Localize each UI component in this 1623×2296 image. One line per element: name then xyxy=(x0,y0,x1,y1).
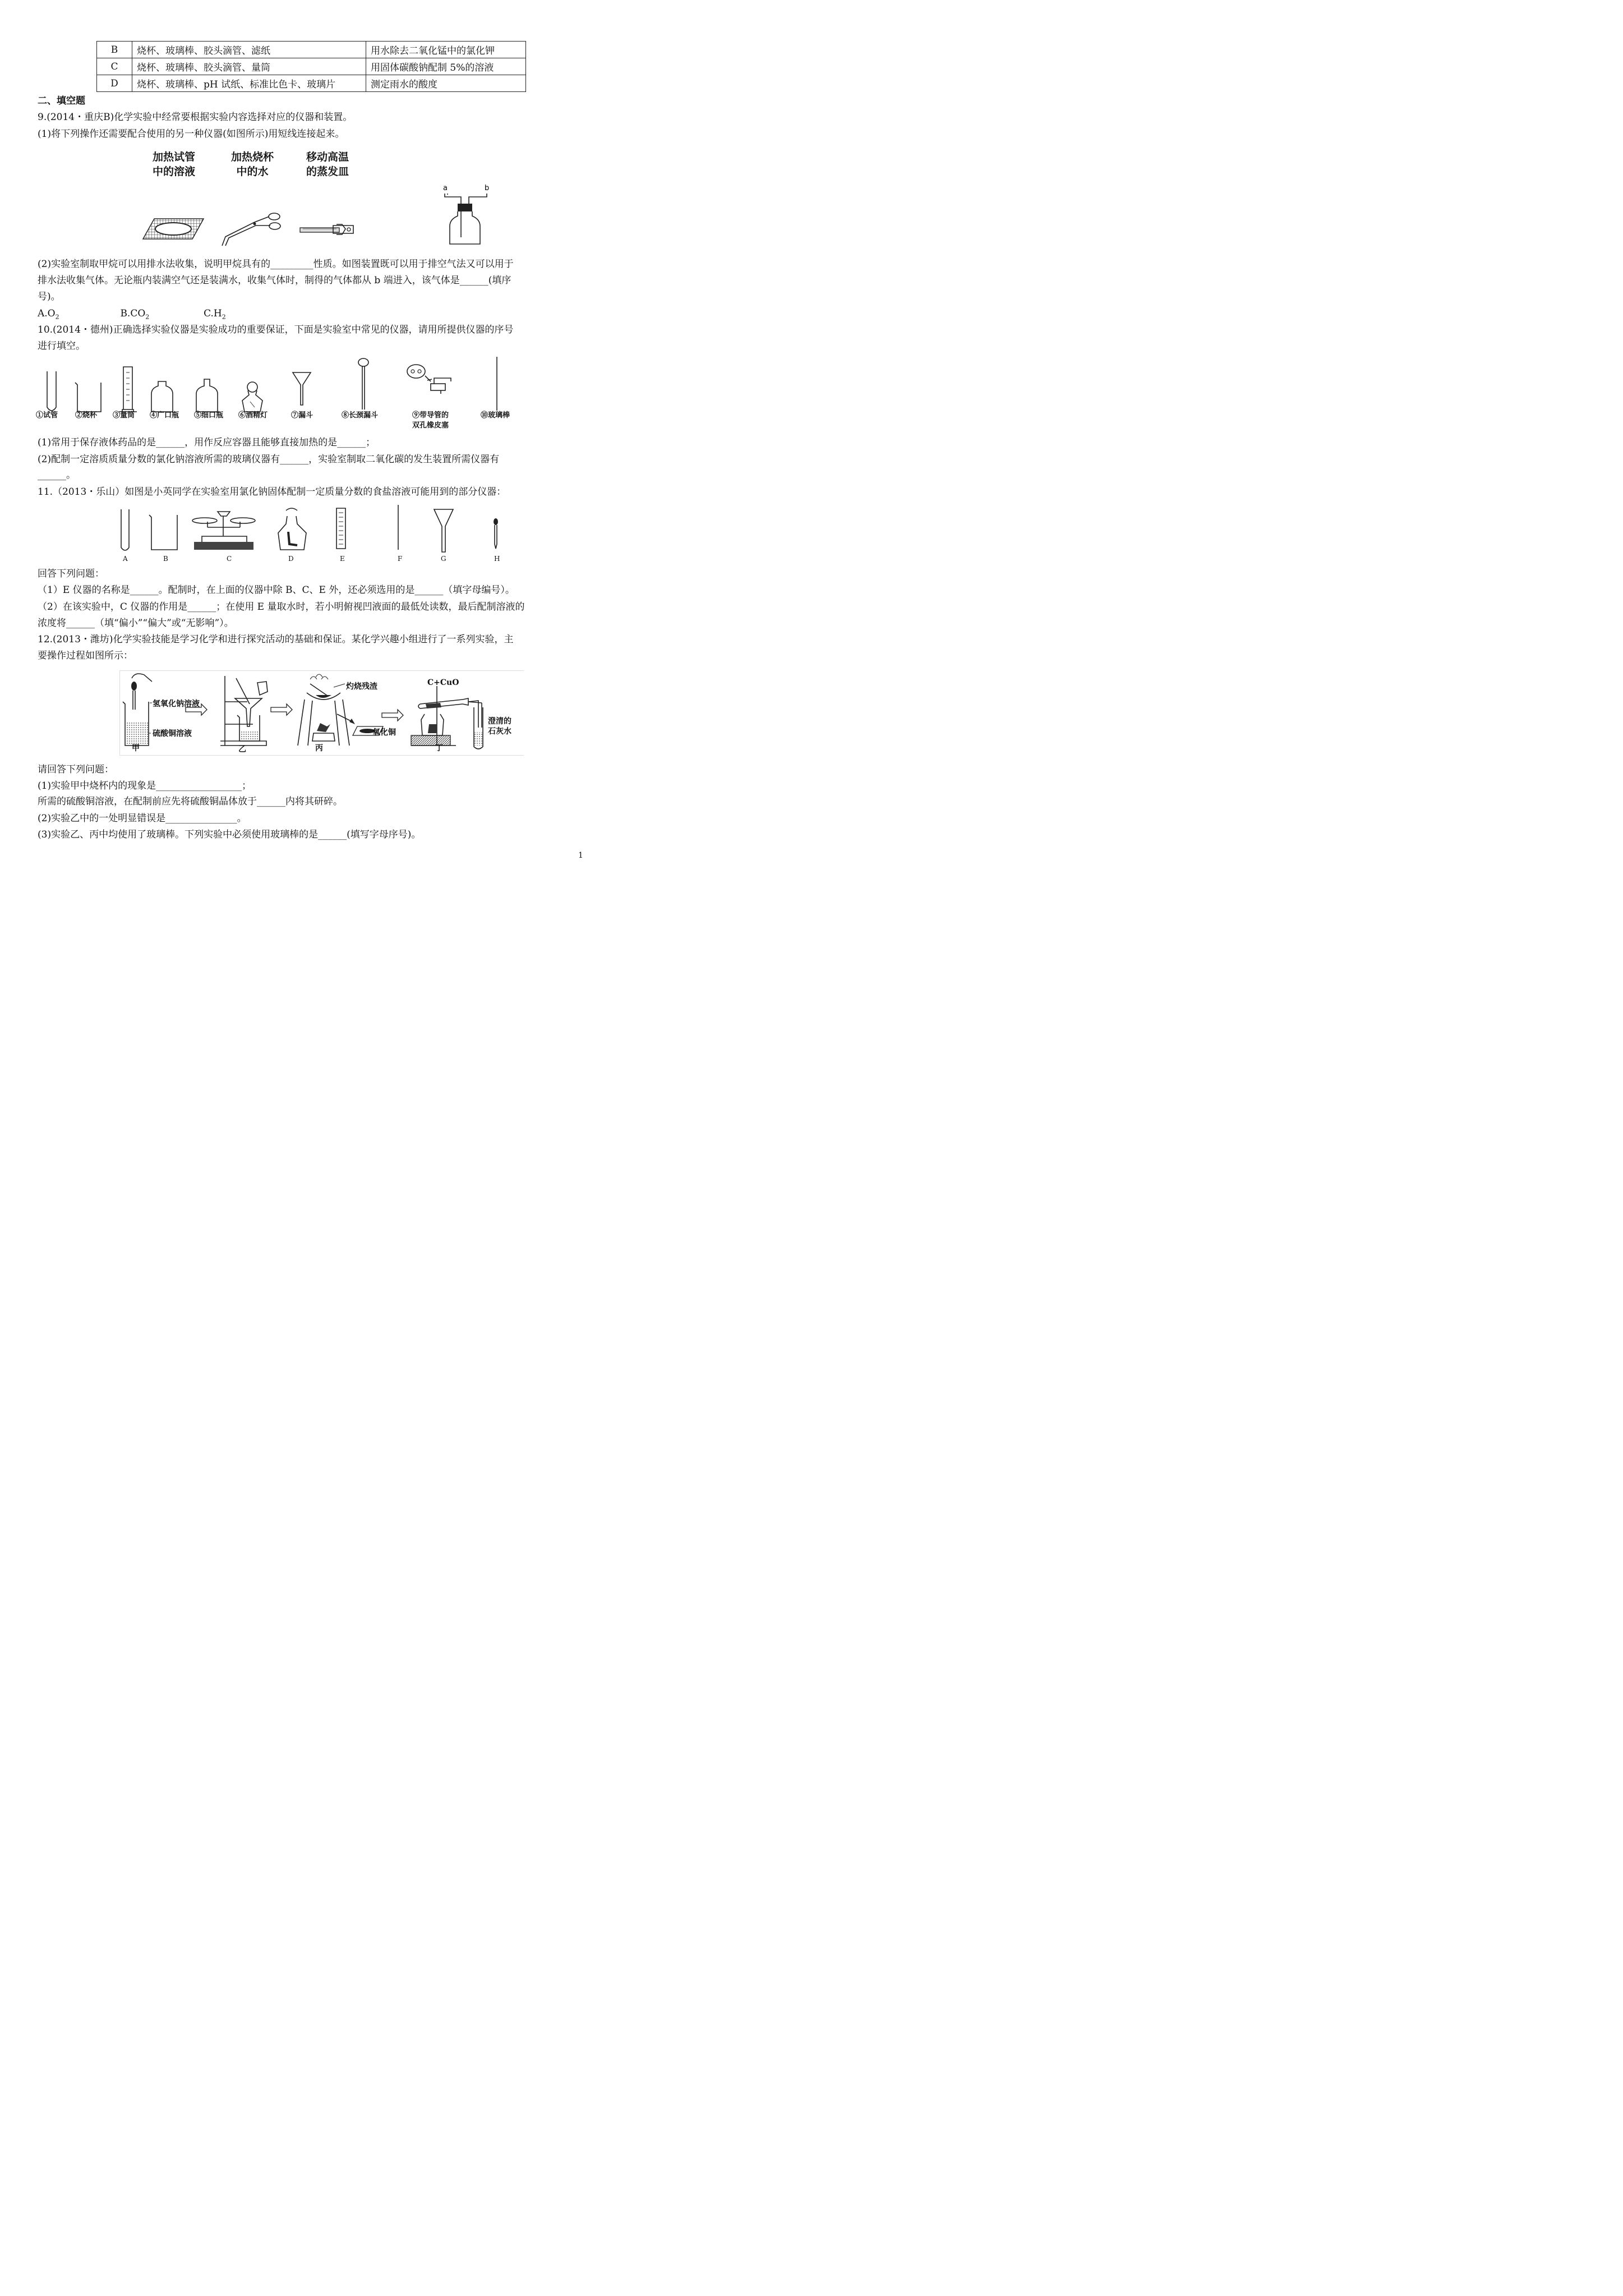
q9-choices xyxy=(38,306,226,324)
option-apparatus: 烧杯、玻璃棒、pH 试纸、标准比色卡、玻璃片 xyxy=(132,75,366,92)
op-line: 加热试管 xyxy=(152,151,195,163)
q9-part2-line1: (2)实验室制取甲烷可以用排水法收集，说明甲烷具有的_________性质。如图装置既可以用于排空气法又可以用于 xyxy=(38,259,514,270)
label-cuo: 氧化铜 xyxy=(372,728,396,737)
options-table xyxy=(96,41,526,92)
beaker-dropper-icon xyxy=(123,674,152,746)
test-tube-holder-icon xyxy=(299,223,356,236)
crucible-tongs-icon xyxy=(220,212,283,247)
label-yi: 乙 xyxy=(238,745,246,754)
label-ding: 丁 xyxy=(435,744,443,753)
caption-alcohol-lamp: ⑥酒精灯 xyxy=(238,411,268,420)
label-h: H xyxy=(494,555,500,563)
choice-b: $B.CO_2$ xyxy=(120,308,150,321)
q9-op-heat-beaker xyxy=(225,150,279,179)
q9-part2-line3: 号)。 xyxy=(38,291,61,302)
label-residue: 灼烧残渣 xyxy=(346,682,377,691)
filtration-stand-icon xyxy=(220,676,268,746)
graduated-cylinder-icon xyxy=(119,367,137,412)
label-f: F xyxy=(398,555,403,563)
q12-q3: (3)实验乙、丙中均使用了玻璃棒。下列实验中必须使用玻璃棒的是______(填写字母序号)。 xyxy=(38,829,421,840)
q11-q2-line2: 浓度将______（填“偏小”“偏大”或“无影响”）。 xyxy=(38,618,234,629)
label-b: B xyxy=(163,555,168,563)
q9-part1: (1)将下列操作还需要配合使用的另一种仪器(如图所示)用短线连接起来。 xyxy=(38,128,345,140)
label-c: C xyxy=(227,555,232,563)
beaker-icon xyxy=(75,383,101,412)
option-letter: B xyxy=(97,42,132,58)
option-letter: D xyxy=(97,75,132,92)
funnel-icon xyxy=(293,372,311,405)
reduction-apparatus-icon xyxy=(411,686,483,749)
label-limewater-2: 石灰水 xyxy=(488,727,511,736)
table-row xyxy=(97,58,526,75)
option-apparatus: 烧杯、玻璃棒、胶头滴管、量筒 xyxy=(132,58,366,75)
q10-stem-line2: 进行填空。 xyxy=(38,341,85,352)
q12-q1-line1: (1)实验甲中烧杯内的现象是__________________； xyxy=(38,780,252,792)
option-experiment: 用固体碳酸钠配制 5%的溶液 xyxy=(366,58,526,75)
q12-answer-intro: 请回答下列问题： xyxy=(38,764,114,775)
caption-cylinder: ③量筒 xyxy=(113,411,135,420)
op-line: 的蒸发皿 xyxy=(306,165,349,178)
q9-part2-line2: 排水法收集气体。无论瓶内装满空气还是装满水，收集气体时，制得的气体都从 b 端进入，该气体是______(填序 xyxy=(38,275,511,286)
dropper-icon xyxy=(494,518,498,549)
caption-glass-rod: ⑩玻璃棒 xyxy=(481,411,510,420)
label-g: G xyxy=(441,555,446,563)
narrow-mouth-bottle-icon xyxy=(196,379,218,412)
test-tube-icon xyxy=(47,371,56,411)
bottle-label-b: b xyxy=(485,184,490,192)
q9-op-heat-test-tube xyxy=(147,150,201,179)
label-limewater-1: 澄清的 xyxy=(488,717,511,726)
test-tube-icon xyxy=(121,509,129,550)
page-number: 1 xyxy=(578,851,583,860)
q10-q2-line2: ______。 xyxy=(38,470,76,481)
q12-q2: (2)实验乙中的一处明显错误是_______________。 xyxy=(38,813,247,824)
q12-stem-line2: 要操作过程如图所示： xyxy=(38,650,133,661)
gas-collection-bottle-icon xyxy=(439,183,495,248)
section-title: 二、填空题 xyxy=(38,95,85,107)
funnel-icon xyxy=(434,509,453,552)
label-naoh: 氢氧化钠溶液 xyxy=(153,700,200,708)
label-d: D xyxy=(288,555,294,563)
q12-stem-line1: 12.(2013・潍坊)化学实验技能是学习化学和进行探究活动的基础和保证。某化学兴趣小组进行了一系列实验，主 xyxy=(38,634,514,645)
label-a: A xyxy=(123,555,128,563)
caption-narrow-bottle: ⑤细口瓶 xyxy=(194,411,224,420)
q11-answer-intro: 回答下列问题： xyxy=(38,568,104,579)
label-jia: 甲 xyxy=(132,744,140,753)
long-neck-funnel-icon xyxy=(358,358,368,409)
caption-funnel: ⑦漏斗 xyxy=(291,411,313,420)
q10-q1: (1)常用于保存液体药品的是______，用作反应容器且能够直接加热的是______； xyxy=(38,437,376,448)
caption-beaker: ②烧杯 xyxy=(75,411,98,420)
q9-stem: 9.(2014・重庆B)化学实验中经常要根据实验内容选择对应的仪器和装置。 xyxy=(38,112,353,123)
q11-stem: 11.（2013・乐山）如图是小英同学在实验室用氯化钠固体配制一定质量分数的食盐溶液可能用到的部分仪器： xyxy=(38,486,506,498)
q11-q2-line1: （2）在该实验中，C 仪器的作用是______；在使用 E 量取水时，若小明俯视凹液面的最低处读数，最后配制溶液的 xyxy=(38,601,525,613)
option-letter: C xyxy=(97,58,132,75)
q10-q2-line1: (2)配制一定溶质质量分数的氯化钠溶液所需的玻璃仪器有______，实验室制取二氧化碳的发生装置所需仪器有 xyxy=(38,454,500,465)
stopper-with-tubes-icon xyxy=(407,365,451,394)
table-row xyxy=(97,75,526,92)
label-cuso4: 硫酸铜溶液 xyxy=(153,729,192,738)
q12-q1-line2: 所需的硫酸铜溶液，在配制前应先将硫酸铜晶体放于______内将其研碎。 xyxy=(38,796,343,807)
alcohol-lamp-icon xyxy=(242,382,262,412)
caption-test-tube: ①试管 xyxy=(36,411,58,420)
choice-a: $A.O_2$ xyxy=(38,308,59,321)
q11-q1: （1）E 仪器的名称是______。配制时，在上面的仪器中除 B、C、E 外，还必须选用的是______（填字母编号）。 xyxy=(38,585,515,596)
label-e: E xyxy=(340,555,345,563)
option-experiment: 测定雨水的酸度 xyxy=(366,75,526,92)
choice-c: $C.H_2$ xyxy=(204,308,226,321)
q9-op-move-dish xyxy=(301,150,354,179)
option-experiment: 用水除去二氧化锰中的氯化钾 xyxy=(366,42,526,58)
caption-stopper-1: ⑨带导管的 xyxy=(412,411,449,420)
wire-gauze-icon xyxy=(143,218,205,240)
bottle-label-a: a xyxy=(443,184,448,192)
q10-stem-line1: 10.(2014・德州)正确选择实验仪器是实验成功的重要保证，下面是实验室中常见的仪器，请用所提供仪器的序号 xyxy=(38,324,514,335)
option-apparatus: 烧杯、玻璃棒、胶头滴管、滤纸 xyxy=(132,42,366,58)
table-row xyxy=(97,42,526,58)
beaker-icon xyxy=(149,515,177,550)
alcohol-lamp-icon xyxy=(278,508,306,550)
op-line: 移动高温 xyxy=(306,151,349,163)
balance-icon xyxy=(192,512,255,550)
caption-long-funnel: ⑧长颈漏斗 xyxy=(342,411,379,420)
label-bing: 丙 xyxy=(315,744,323,753)
q10-apparatus-figure xyxy=(34,353,527,415)
label-reactants: C+CuO xyxy=(427,678,459,687)
op-line: 中的溶液 xyxy=(152,165,195,178)
caption-wide-bottle: ④广口瓶 xyxy=(150,411,179,420)
wide-mouth-bottle-icon xyxy=(151,381,173,412)
op-line: 加热烧杯 xyxy=(230,151,274,163)
caption-stopper-2: 双孔橡皮塞 xyxy=(412,421,449,430)
q11-apparatus-figure xyxy=(112,505,510,555)
worksheet-page xyxy=(0,0,617,873)
graduated-cylinder-icon xyxy=(336,508,345,549)
op-line: 中的水 xyxy=(236,165,269,178)
